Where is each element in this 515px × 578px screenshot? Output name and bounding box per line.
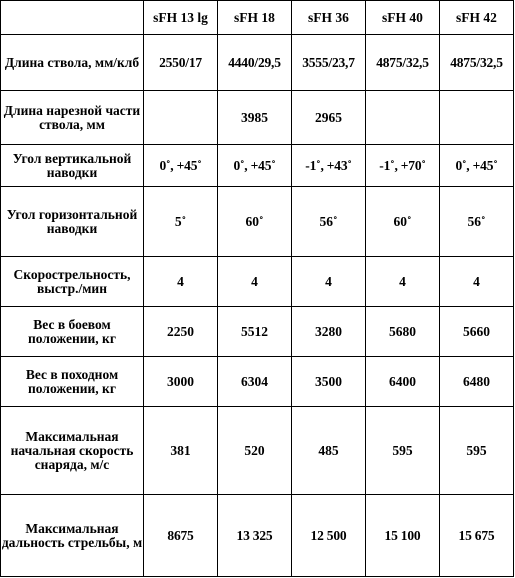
value-cell: 4875/32,5 [440, 35, 514, 91]
value-cell: 60˚ [218, 187, 292, 257]
value-cell: 4875/32,5 [366, 35, 440, 91]
value-cell [440, 91, 514, 145]
row-label: Длина нарезной части ствола, мм [1, 91, 144, 145]
value-cell: 3985 [218, 91, 292, 145]
value-cell: 4 [440, 257, 514, 307]
row-label: Скорострельность, выстр./мин [1, 257, 144, 307]
value-cell: 3000 [144, 357, 218, 407]
value-cell: 12 500 [292, 495, 366, 577]
row-label: Вес в боевом положении, кг [1, 307, 144, 357]
row-label: Максимальная дальность стрельбы, м [1, 495, 144, 577]
value-cell: 520 [218, 407, 292, 495]
value-cell: 15 675 [440, 495, 514, 577]
gun-header: sFH 18 [218, 1, 292, 35]
row-label: Длина ствола, мм/клб [1, 35, 144, 91]
value-cell: 5˚ [144, 187, 218, 257]
value-cell: -1˚, +70˚ [366, 145, 440, 187]
table-row-vertical-angle [1, 145, 514, 187]
value-cell: 2550/17 [144, 35, 218, 91]
value-cell: 56˚ [440, 187, 514, 257]
table-row-barrel-length [1, 35, 514, 91]
table-row-combat-weight [1, 307, 514, 357]
value-cell: 595 [366, 407, 440, 495]
table-row-travel-weight [1, 357, 514, 407]
value-cell: 15 100 [366, 495, 440, 577]
table-row-horizontal-angle [1, 187, 514, 257]
gun-header: sFH 40 [366, 1, 440, 35]
table-row-rate-of-fire [1, 257, 514, 307]
value-cell: 0˚, +45˚ [440, 145, 514, 187]
gun-header: sFH 13 lg [144, 1, 218, 35]
row-label: Угол вертикальной наводки [1, 145, 144, 187]
value-cell: -1˚, +43˚ [292, 145, 366, 187]
value-cell: 60˚ [366, 187, 440, 257]
row-label: Угол горизонтальной наводки [1, 187, 144, 257]
value-cell: 3555/23,7 [292, 35, 366, 91]
value-cell: 8675 [144, 495, 218, 577]
value-cell: 381 [144, 407, 218, 495]
value-cell: 0˚, +45˚ [144, 145, 218, 187]
corner-cell [1, 1, 144, 35]
value-cell: 4 [144, 257, 218, 307]
table-row-muzzle-velocity [1, 407, 514, 495]
value-cell: 5512 [218, 307, 292, 357]
value-cell [144, 91, 218, 145]
value-cell: 6304 [218, 357, 292, 407]
value-cell: 4 [292, 257, 366, 307]
header-row [1, 1, 514, 35]
gun-header: sFH 36 [292, 1, 366, 35]
value-cell: 485 [292, 407, 366, 495]
value-cell: 2965 [292, 91, 366, 145]
value-cell: 595 [440, 407, 514, 495]
table-row-max-range [1, 495, 514, 577]
value-cell: 2250 [144, 307, 218, 357]
gun-header: sFH 42 [440, 1, 514, 35]
value-cell: 56˚ [292, 187, 366, 257]
value-cell: 4440/29,5 [218, 35, 292, 91]
value-cell: 6400 [366, 357, 440, 407]
value-cell: 0˚, +45˚ [218, 145, 292, 187]
row-label: Максимальная начальная скорость снаряда, м/с [1, 407, 144, 495]
value-cell: 4 [366, 257, 440, 307]
value-cell: 3500 [292, 357, 366, 407]
value-cell [366, 91, 440, 145]
value-cell: 5660 [440, 307, 514, 357]
value-cell: 6480 [440, 357, 514, 407]
value-cell: 4 [218, 257, 292, 307]
value-cell: 5680 [366, 307, 440, 357]
table-row-rifled-length [1, 91, 514, 145]
value-cell: 3280 [292, 307, 366, 357]
row-label: Вес в походном положении, кг [1, 357, 144, 407]
value-cell: 13 325 [218, 495, 292, 577]
